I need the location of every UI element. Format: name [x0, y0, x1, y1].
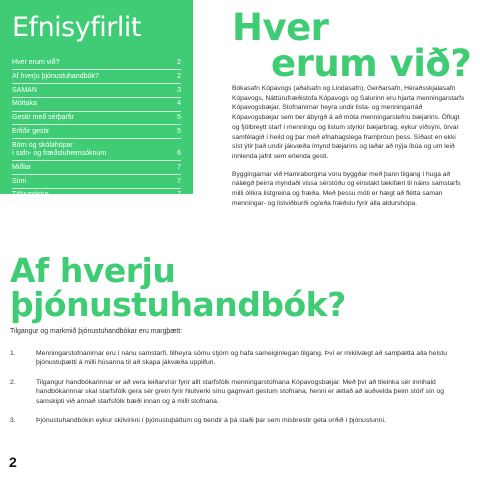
hver-body: [232, 84, 468, 216]
toc-item-page: 5: [177, 127, 181, 135]
list-item-number: 2.: [10, 378, 16, 386]
toc-item[interactable]: [12, 113, 181, 125]
heading-line1: Af hverju: [10, 251, 176, 290]
toc-item-page: 7: [177, 177, 181, 185]
section-heading-hver: [232, 6, 472, 85]
list-item-text: Tilgangur handbókarinnar er að vera leiðarvísir fyrir allt starfsfólk menningarstofnana Kópavogsbæjar. Með því að tileinka sér innihald handbókarinnar skal starfsfólk gera sér grein fyrir hlutverki sínu gagnvart gestum stofnana, henni er ætlað að auðvelda þeim störf sín og samskipti við annað starfsfólk bæði innan og á milli stofnana.: [36, 378, 445, 405]
heading-line1: Hver: [232, 6, 329, 49]
toc-item-page: 7: [177, 191, 181, 199]
toc-item[interactable]: [12, 86, 181, 98]
list-item: [10, 416, 472, 425]
paragraph: Bókasafn Kópavogs (aðalsafn og Lindasafn), Gerðarsafn, Héraðsskjalasafn Kópavogs, Náttúrufræðistofa Kópavogs og Salurinn eru hjarta menningarstarfs Kópavogsbæjar. Stofnanirnar heyra undir lista- og menningarráð Kópavogsbæjar sem ber ábyrgð á að móta menningarstefnu bæjarins. Öflugt og fjölbreytt starf í menningu og listum styrkir bæjarbrag, eykur víðsýni, örvar samfélagið í heild og þar með efnahagslega framþróun þess. Síðast en ekki síst ýtir það undir jákvæða ímynd bæjarins og laðar að nýja íbúa og um leið innlenda jafnt sem erlenda gesti.: [232, 85, 465, 160]
list-item-text: Þjónustuhandbókin eykur skilvirkni í þjónustuþáttum og bendir á þá staði þar sem misbrestir geta orðið í þjónustunni.: [36, 417, 386, 425]
toc-item-label: Tölvupóstur: [12, 191, 49, 199]
toc-item-page: 7: [177, 163, 181, 171]
toc-item[interactable]: [12, 163, 181, 175]
toc-item-page: 6: [177, 149, 181, 157]
toc-item[interactable]: [12, 72, 181, 84]
toc-item-label: [12, 142, 106, 158]
paragraph: Byggingarnar við Hamraborgina voru byggðar með þann tilgang í huga að nálægð þeirra myndaði vissa sérstöðu og einstakt tækifæri til náins samstarfs milli ólíkra listgreina og fræða. Með þessu móti er hægt að flétta saman menningar- og listviðburði og/eða fræðslu fyrir alla aldurshópa.: [232, 170, 461, 207]
toc-item-label: Af hverju þjónustuhandbók?: [12, 72, 99, 80]
list-item: [10, 378, 472, 406]
section-heading-af: [10, 251, 480, 324]
toc-item-label: Gestir með sérþarfir: [12, 114, 74, 122]
toc-item-page: 4: [177, 100, 181, 108]
purpose-list: [10, 349, 472, 435]
heading-line2: erum við?: [271, 42, 472, 85]
intro-text: Tilgangur og markmið þjónustuhandbókar eru margþætt:: [10, 328, 183, 335]
toc-item[interactable]: [12, 177, 181, 189]
toc-item[interactable]: [12, 190, 181, 202]
toc-item-label: Miðlar: [12, 163, 32, 171]
toc-item-label: SAMAN: [12, 86, 37, 94]
toc-list: [12, 58, 181, 203]
toc-item-label: Hver erum við?: [12, 59, 60, 66]
toc-item-page: 5: [177, 114, 181, 122]
heading-line2: þjónustuhandbók?: [10, 285, 346, 324]
toc-item-page: 2: [177, 72, 181, 80]
list-item: [10, 349, 472, 368]
table-of-contents: [0, 0, 193, 199]
toc-item-page: 3: [177, 86, 181, 94]
toc-item[interactable]: [12, 141, 181, 161]
toc-item-label: Erfiðir gestir: [12, 127, 50, 135]
toc-item-label: Móttaka: [12, 100, 37, 108]
list-item-number: 1.: [10, 350, 16, 357]
toc-item-label-line2: í safn- og fræðsluheimsóknum: [12, 149, 107, 157]
toc-item[interactable]: [12, 127, 181, 139]
toc-item[interactable]: [12, 58, 181, 70]
list-item-number: 3.: [10, 417, 16, 425]
toc-item[interactable]: [12, 99, 181, 111]
list-item-text: Menningarstofnanirnar eru í nánu samstarfi, tilheyra sömu stjórn og hafa sameiginlegan tilgang. Því er mikilvægt að samþætta alla helstu þjónustuþætti á milli húsanna til að skapa jákvæða upplifun.: [36, 350, 448, 367]
toc-item-label-line1: Börn og skólahópar: [12, 141, 73, 149]
toc-item-label: Sími: [12, 177, 26, 185]
toc-item-page: 2: [177, 59, 181, 66]
page-number: 2: [9, 454, 17, 470]
toc-title: Efnisyfirlit: [12, 12, 141, 43]
